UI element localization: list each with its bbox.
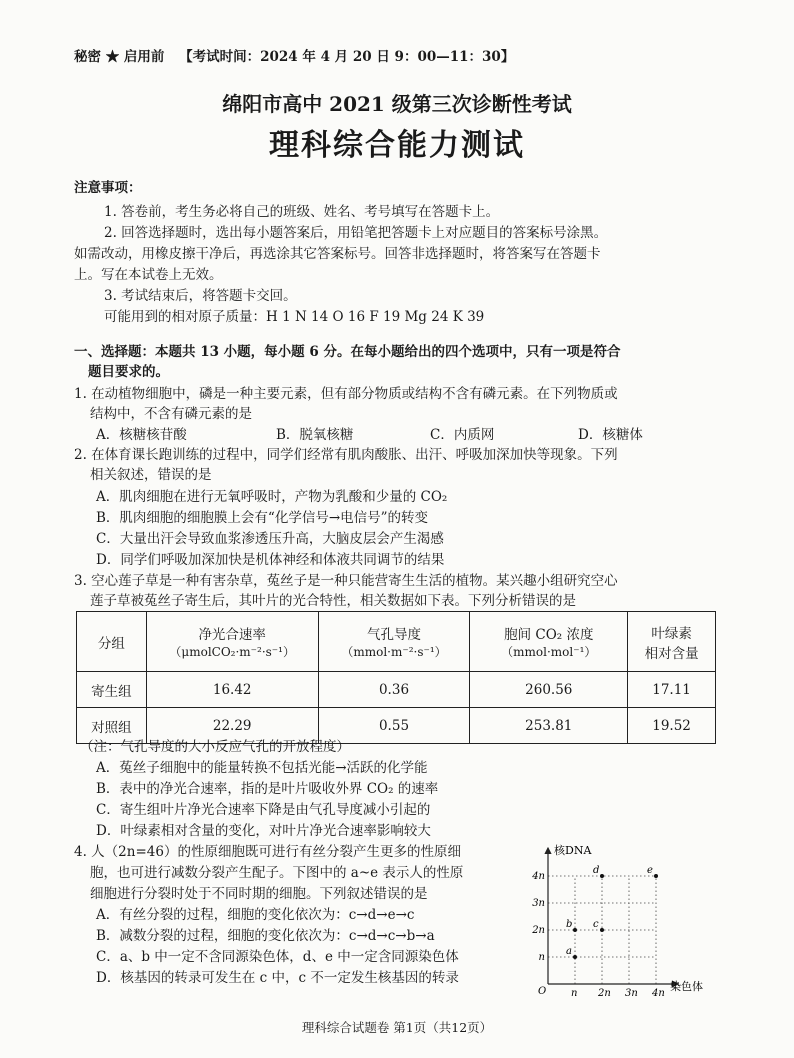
table-cell: 寄生组: [77, 672, 147, 708]
q4-option-a: A．有丝分裂的过程，细胞的变化依次为：c→d→e→c: [96, 907, 415, 923]
y-tick-label: 3n: [532, 898, 545, 909]
q3-stem: 3. 空心莲子草是一种有害杂草，菟丝子是一种只能营寄生生活的植物。某兴趣小组研究空心: [74, 573, 618, 589]
data-point-c: [600, 928, 604, 932]
q4-chart: [528, 838, 718, 998]
q3-option-b: B．表中的净光合速率，指的是叶片吸收外界 CO₂ 的速率: [96, 781, 439, 797]
q3-note: （注：气孔导度的大小反应气孔的开放程度）: [80, 739, 350, 755]
q2-option-c: C．大量出汗会导致血浆渗透压升高，大脑皮层会产生渴感: [96, 531, 444, 547]
origin-label: O: [538, 986, 547, 997]
page-footer: 理科综合试题卷 第1页（共12页）: [301, 1020, 493, 1035]
table-header-cell: [628, 612, 716, 672]
header-unit: 相对含量: [644, 645, 699, 662]
exam-subtitle: 绵阳市高中 2021 级第三次诊断性考试: [222, 92, 572, 116]
notes-line: 2. 回答选择题时，选出每小题答案后，用铅笔把答题卡上对应题目的答案标号涂黑。: [104, 225, 608, 241]
table-cell: 260.56: [470, 672, 628, 708]
q4-stem-cont: 细胞进行分裂时处于不同时期的细胞。下列叙述错误的是: [90, 886, 428, 902]
data-point-e: [654, 874, 658, 878]
exam-title: 理科综合能力测试: [269, 128, 525, 163]
q2-option-d: D．同学们呼吸加深加快是机体神经和体液共同调节的结果: [96, 552, 445, 568]
q4-stem-cont: 胞，也可进行减数分裂产生配子。下图中的 a~e 表示人的性原: [90, 865, 464, 881]
q3-option-a: A．菟丝子细胞中的能量转换不包括光能→活跃的化学能: [96, 760, 428, 776]
q1-option-b: B．脱氧核糖: [276, 427, 354, 443]
data-point-label: a: [566, 946, 572, 957]
data-point-label: c: [593, 919, 599, 930]
y-axis-label: 核DNA: [554, 844, 592, 857]
x-tick-label: 2n: [598, 988, 611, 998]
notes-line: 1. 答卷前，考生务必将自己的班级、姓名、考号填写在答题卡上。: [104, 204, 500, 220]
table-header-cell: 分组: [77, 612, 147, 672]
notes-line: 3. 考试结束后，将答题卡交回。: [104, 288, 297, 304]
data-point-label: d: [593, 865, 600, 876]
header-label: 净光合速率: [198, 627, 266, 643]
x-tick-label: 4n: [652, 988, 665, 998]
q2-option-b: B．肌肉细胞的细胞膜上会有“化学信号→电信号”的转变: [96, 510, 429, 526]
y-tick-label: 2n: [532, 925, 545, 936]
notes-line: 如需改动，用橡皮擦干净后，再选涂其它答案标号。回答非选择题时，将答案写在答题卡: [74, 246, 601, 262]
q2-option-a: A．肌肉细胞在进行无氧呼吸时，产物为乳酸和少量的 CO₂: [96, 489, 448, 505]
chart-points: [566, 865, 658, 959]
exam-header-line: [74, 48, 514, 67]
header-label: 叶绿素: [651, 625, 692, 642]
q4-option-c: C．a、b 中一定不含同源染色体，d、e 中一定含同源染色体: [96, 949, 459, 965]
header-unit: （μmolCO₂·m⁻²·s⁻¹）: [169, 645, 295, 659]
data-point-b: [573, 928, 577, 932]
y-tick-label: 4n: [532, 871, 545, 882]
q1-stem-cont: 结构中，不含有磷元素的是: [90, 406, 252, 422]
header-label: 气孔导度: [367, 627, 421, 643]
notes-heading: 注意事项：: [74, 180, 142, 196]
table-cell: 22.29: [146, 708, 318, 744]
q4-option-b: B．减数分裂的过程，细胞的变化依次为：c→d→c→b→a: [96, 928, 435, 944]
q2-stem-cont: 相关叙述，错误的是: [90, 467, 212, 483]
header-unit: （mmol·mol⁻¹）: [501, 645, 597, 659]
table-cell: 16.42: [146, 672, 318, 708]
q1-stem: 1. 在动植物细胞中，磷是一种主要元素，但有部分物质或结构不含有磷元素。在下列物质或: [74, 386, 618, 402]
section-heading: 一、选择题：本题共 13 小题，每小题 6 分。在每小题给出的四个选项中，只有一项是符合: [74, 344, 621, 360]
secret-mark: 秘密 ★ 启用前: [74, 49, 165, 65]
data-point-label: e: [647, 865, 653, 876]
q3-option-d: D．叶绿素相对含量的变化，对叶片净光合速率影响较大: [96, 823, 431, 839]
data-point-d: [600, 874, 604, 878]
header-label: 胞间 CO₂ 浓度: [504, 627, 594, 643]
q1-option-d: D．核糖体: [578, 427, 643, 443]
table-cell: 253.81: [470, 708, 628, 744]
table-cell: 对照组: [77, 708, 147, 744]
table-header-cell: [146, 612, 318, 672]
q2-stem: 2. 在体育课长跑训练的过程中，同学们经常有肌肉酸胀、出汗、呼吸加深加快等现象。下列: [74, 447, 618, 463]
q1-option-a: A．核糖核苷酸: [96, 427, 187, 443]
exam-time: 【考试时间：2024 年 4 月 20 日 9：00—11：30】: [179, 49, 515, 65]
section-heading-cont: 题目要求的。: [88, 364, 169, 380]
x-axis-label: 染色体: [670, 980, 703, 993]
table-row: [77, 672, 716, 708]
table-header-cell: [318, 612, 470, 672]
x-tick-label: n: [571, 988, 578, 998]
table-header-cell: [470, 612, 628, 672]
q4-stem: 4. 人（2n=46）的性原细胞既可进行有丝分裂产生更多的性原细: [74, 844, 461, 860]
table-header-row: [77, 612, 716, 672]
q3-stem-cont: 莲子草被菟丝子寄生后，其叶片的光合特性，相关数据如下表。下列分析错误的是: [90, 593, 576, 609]
q3-option-c: C．寄生组叶片净光合速率下降是由气孔导度减小引起的: [96, 802, 431, 818]
q4-option-d: D．核基因的转录可发生在 c 中，c 不一定发生核基因的转录: [96, 970, 459, 986]
table-cell: 0.36: [318, 672, 470, 708]
q1-option-c: C．内质网: [430, 427, 495, 443]
header-unit: （mmol·m⁻²·s⁻¹）: [341, 645, 447, 659]
x-tick-label: 3n: [625, 988, 638, 998]
data-point-a: [573, 955, 577, 959]
notes-line: 上。写在本试卷上无效。: [74, 267, 223, 283]
q3-data-table: [76, 611, 716, 744]
atomic-mass-line: 可能用到的相对原子质量：H 1 N 14 O 16 F 19 Mg 24 K 39: [104, 309, 485, 325]
table-cell: 19.52: [628, 708, 716, 744]
y-tick-label: n: [538, 952, 545, 963]
chart-ticks: [531, 871, 665, 998]
table-cell: 17.11: [628, 672, 716, 708]
data-point-label: b: [566, 919, 573, 930]
table-cell: 0.55: [318, 708, 470, 744]
